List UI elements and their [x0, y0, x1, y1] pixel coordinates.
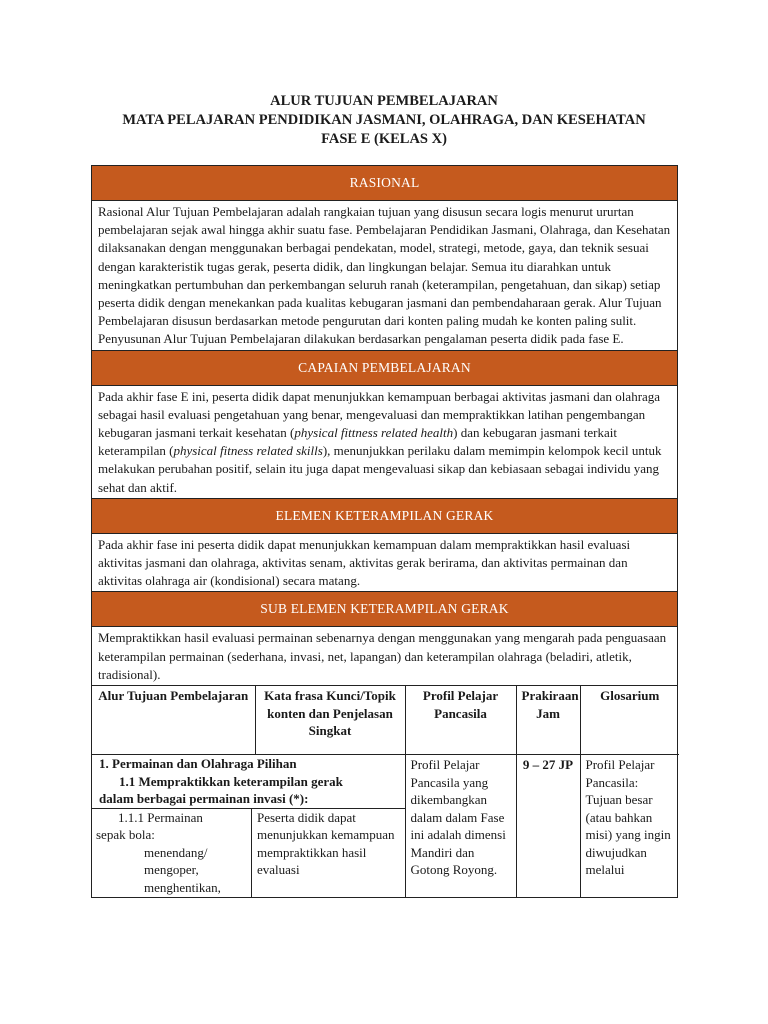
- glosarium-cell: Profil Pelajar Pancasila: Tujuan besar (atau bahkan misi) yang ingin diwujudkan melalui: [580, 755, 679, 897]
- alur-kata-cell: [92, 755, 405, 897]
- jam-cell: 9 – 27 JP: [516, 755, 580, 897]
- elemen-heading: ELEMEN KETERAMPILAN GERAK: [92, 499, 677, 534]
- sub-item-line: 1.1.1 Permainan: [118, 809, 203, 825]
- capaian-italic-b: physical fitness related skills: [173, 443, 323, 459]
- item-1-1-a: 1.1 Mempraktikkan keterampilan gerak: [119, 773, 343, 789]
- sub-item-split: [92, 808, 405, 897]
- sub-item-line: sepak bola:: [96, 827, 155, 843]
- capaian-part-b: ) dan kebugaran jasmani terkait keterampilan (: [98, 425, 617, 459]
- sub-item-1-1-1: [92, 809, 252, 897]
- profil-cell: Profil Pelajar Pancasila yang dikembangkan dalam dalam Fase ini adalah dimensi Mandiri dan Gotong Royong.: [405, 755, 516, 897]
- sub-elemen-paragraph: Mempraktikkan hasil evaluasi permainan sebenarnya dengan menggunakan yang mengarah pada penguasaan keterampilan permainan (sederhana, invasi, net, lapangan) dan keterampilan olahraga (beladiri, atletik, tradisional).: [98, 630, 667, 682]
- header-jam: Prakiraan Jam: [516, 686, 580, 755]
- alur-heading-block: [92, 755, 405, 808]
- capaian-paragraph: [98, 388, 671, 497]
- sub-item-line: mengoper,: [144, 862, 199, 878]
- title-line-3: FASE E (KELAS X): [321, 131, 447, 147]
- capaian-part-c: ), menunjukkan perilaku dalam memimpin kelompok kecil untuk melakukan perubahan positif, selain itu juga dapat mengevaluasi sikap dan kebiasaan sebagai individu yang sehat dan aktif.: [98, 443, 662, 495]
- content-table: [92, 686, 679, 897]
- sub-item-line: menendang/: [144, 844, 208, 860]
- capaian-heading: CAPAIAN PEMBELAJARAN: [92, 351, 677, 386]
- item-1-1-b: dalam berbagai permainan invasi (*):: [99, 791, 309, 807]
- sub-item-line: menghentikan,: [144, 879, 221, 895]
- kata-frasa-text: Peserta didik dapat menunjukkan kemampuan mempraktikkan hasil evaluasi: [257, 809, 395, 878]
- title-line-2: MATA PELAJARAN PENDIDIKAN JASMANI, OLAHRAGA, DAN KESEHATAN: [122, 112, 646, 128]
- rasional-text: [92, 201, 677, 351]
- capaian-part-a: Pada akhir fase E ini, peserta didik dapat menunjukkan kemampuan berbagai aktivitas jasmani dan olahraga sebagai hasil evaluasi pengetahuan yang benar, mengevaluasi dan mempraktikkan latihan pengembangan kebugaran jasmani terkait kesehatan (: [98, 388, 661, 441]
- header-profil: Profil Pelajar Pancasila: [405, 686, 516, 755]
- rasional-paragraph: Rasional Alur Tujuan Pembelajaran adalah rangkaian tujuan yang disusun secara logis menurut ururtan pembelajaran sejak awal hingga akhir suatu fase. Pembelajaran Pendidikan Jasmani, Olahraga, dan Kesehatan dilaksanakan dengan menggunakan berbagai pendekatan, model, strategi, metode, gaya, dan teknik sesuai dengan karakteristik tugas gerak, peserta didik, dan lingkungan belajar. Semua itu diarahkan untuk meningkatkan pertumbuhan dan perkembangan seluruh ranah (keterampilan, pengetahuan, dan sikap) setiap peserta didik dengan menekankan pada kualitas kebugaran jasmani dan pembendaharaan gerak. Alur Tujuan Pembelajaran disusun berdasarkan metode pengurutan dari konten paling mudah ke konten paling sulit. Penyusunan Alur Tujuan Pembelajaran dilakukan berdasarkan pengalaman peserta didik pada fase E.: [98, 204, 671, 347]
- table-row: [92, 755, 679, 897]
- table-header-row: [92, 686, 679, 755]
- capaian-text: [92, 386, 677, 499]
- capaian-italic-a: physical fittness related health: [294, 425, 454, 441]
- elemen-text: [92, 534, 677, 593]
- header-kata: Kata frasa Kunci/Topik konten dan Penjelasan Singkat: [255, 686, 405, 755]
- sub-elemen-text: [92, 627, 677, 686]
- header-alur: Alur Tujuan Pembelajaran: [92, 686, 255, 755]
- header-glosarium: Glosarium: [580, 686, 679, 755]
- item-1: 1. Permainan dan Olahraga Pilihan: [99, 756, 297, 772]
- document-title: [0, 92, 768, 149]
- rasional-heading: RASIONAL: [92, 166, 677, 201]
- document-table: [91, 165, 678, 898]
- sub-elemen-heading: SUB ELEMEN KETERAMPILAN GERAK: [92, 592, 677, 627]
- elemen-paragraph: Pada akhir fase ini peserta didik dapat menunjukkan kemampuan dalam mempraktikkan hasil evaluasi aktivitas jasmani dan olahraga, aktivitas senam, aktivitas gerak berirama, dan aktivitas permainan dan aktivitas olahraga air (kondisional) secara matang.: [98, 536, 631, 589]
- title-line-1: ALUR TUJUAN PEMBELAJARAN: [270, 93, 498, 109]
